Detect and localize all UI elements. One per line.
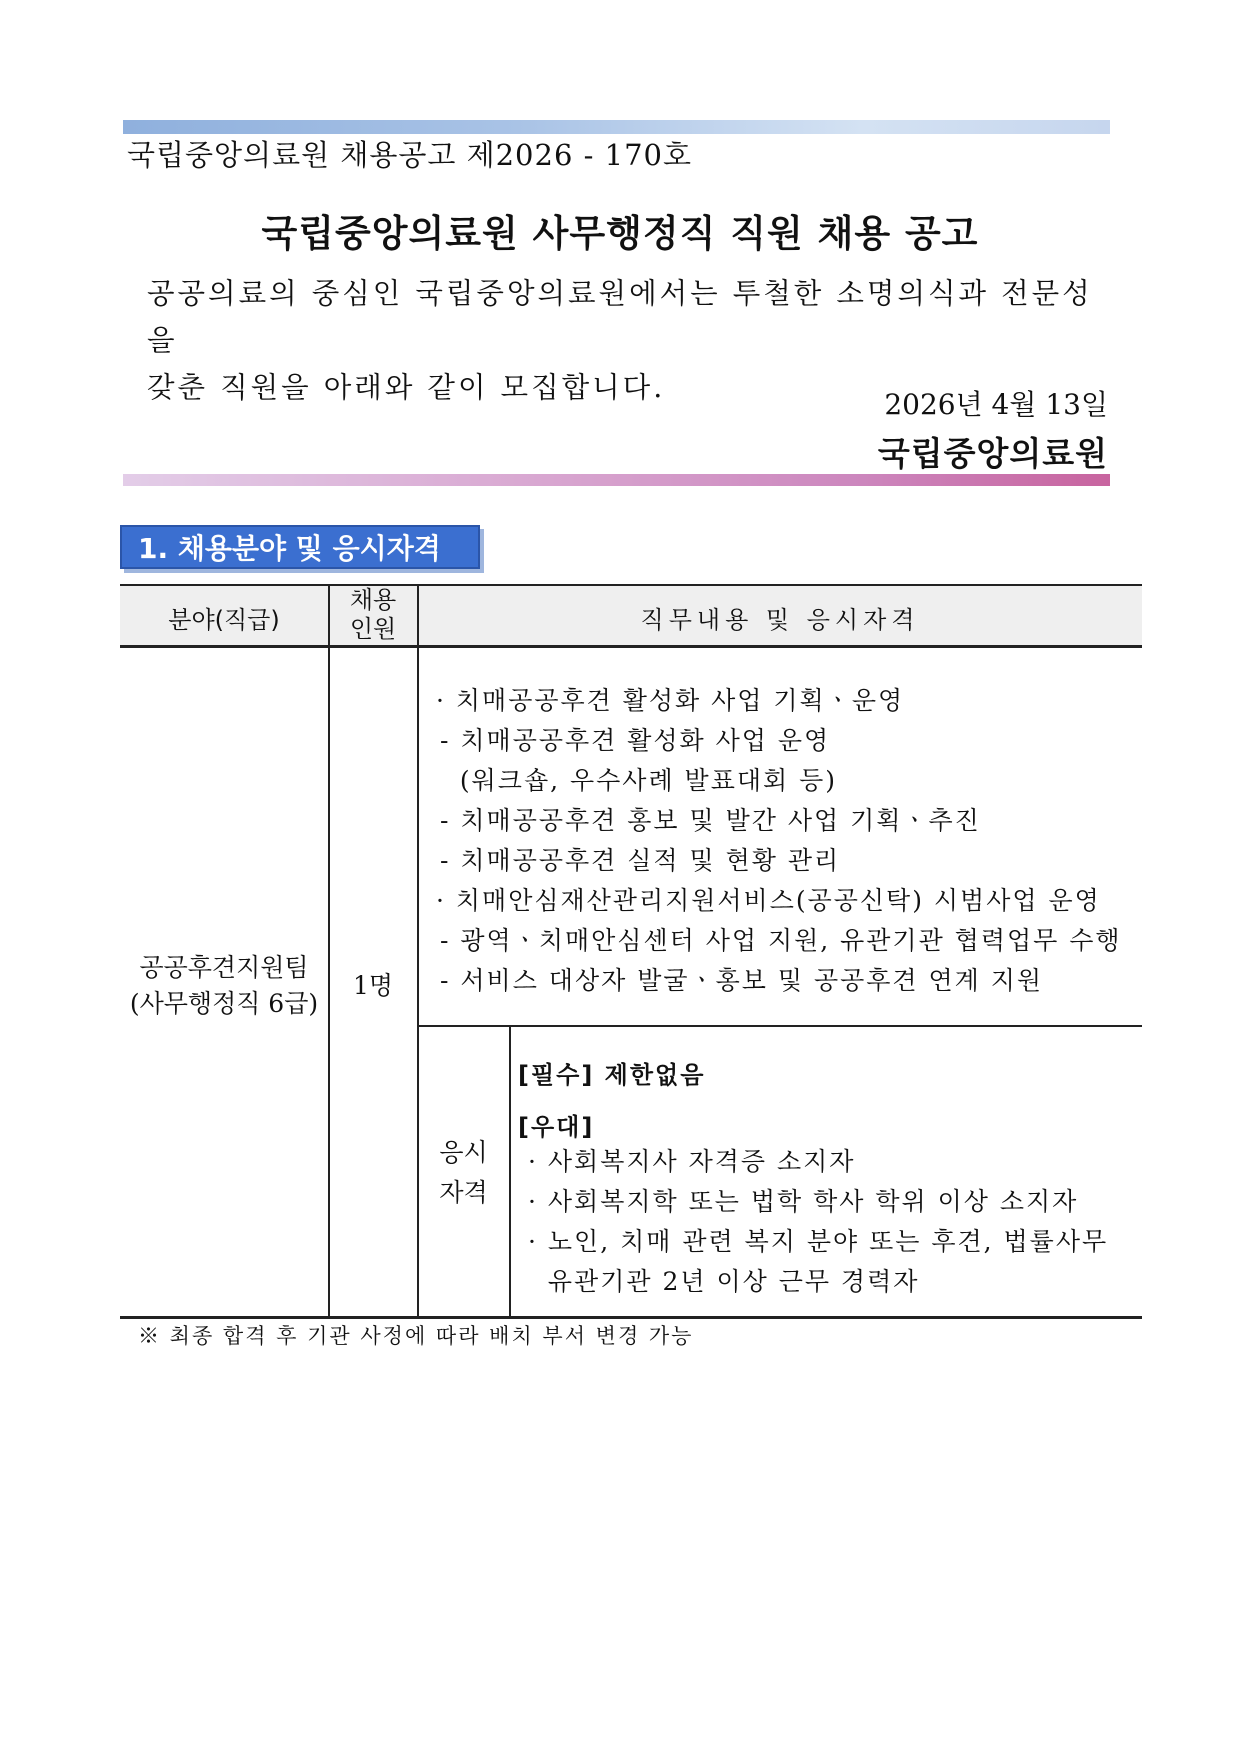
header-field: 분야(직급) bbox=[168, 606, 280, 634]
duty-item: - 서비스 대상자 발굴ㆍ홍보 및 공공후견 연계 지원 bbox=[440, 966, 1044, 995]
field-grade: (사무행정직 6급) bbox=[129, 989, 319, 1018]
table-header-border bbox=[120, 645, 1142, 648]
duty-item: · 치매공공후견 활성화 사업 기획ㆍ운영 bbox=[436, 686, 905, 715]
field-name: 공공후견지원팀 bbox=[139, 953, 309, 982]
intro-line: 갖춘 직원을 아래와 같이 모집합니다. bbox=[147, 371, 666, 404]
duty-item: - 치매공공후견 활성화 사업 운영 bbox=[440, 726, 831, 755]
header-headcount bbox=[329, 586, 417, 644]
header-headcount-line: 인원 bbox=[349, 615, 397, 643]
footnote: ※ 최종 합격 후 기관 사정에 따라 배치 부서 변경 가능 bbox=[138, 1324, 694, 1348]
duty-item: (워크숍, 우수사례 발표대회 등) bbox=[440, 766, 837, 795]
field-cell bbox=[120, 950, 328, 1022]
headcount-cell: 1명 bbox=[352, 971, 394, 1000]
duty-item: - 치매공공후견 실적 및 현황 관리 bbox=[440, 846, 841, 875]
header-headcount-line: 채용 bbox=[349, 586, 397, 614]
table-column-divider bbox=[328, 584, 330, 1316]
required-qualification: [필수] 제한없음 bbox=[518, 1061, 706, 1089]
duty-item: - 광역ㆍ치매안심센터 사업 지원, 유관기관 협력업무 수행 bbox=[440, 926, 1122, 955]
header-top-bar bbox=[123, 120, 1110, 134]
section-heading: 1. 채용분야 및 응시자격 bbox=[120, 525, 480, 569]
qualification-label-line: 응시 bbox=[439, 1138, 488, 1167]
preferred-item: 유관기관 2년 이상 근무 경력자 bbox=[528, 1267, 920, 1296]
table-bottom-border bbox=[120, 1316, 1142, 1319]
intro-line: 공공의료의 중심인 국립중앙의료원에서는 투철한 소명의식과 전문성을 bbox=[147, 277, 1093, 357]
table-column-divider bbox=[509, 1025, 511, 1316]
notice-number: 국립중앙의료원 채용공고 제2026 - 170호 bbox=[127, 138, 693, 172]
page-title: 국립중앙의료원 사무행정직 직원 채용 공고 bbox=[261, 212, 979, 255]
table-top-border bbox=[120, 584, 1142, 586]
preferred-item: · 노인, 치매 관련 복지 분야 또는 후견, 법률사무 bbox=[528, 1227, 1109, 1256]
preferred-heading: [우대] bbox=[518, 1113, 595, 1141]
header-bottom-bar bbox=[123, 474, 1110, 486]
duty-item: - 치매공공후견 홍보 및 발간 사업 기획ㆍ추진 bbox=[440, 806, 981, 835]
qualification-label-line: 자격 bbox=[439, 1178, 488, 1207]
organization-name: 국립중앙의료원 bbox=[877, 434, 1108, 473]
table-row-divider bbox=[418, 1025, 1142, 1027]
qualification-label bbox=[418, 1133, 509, 1213]
notice-date: 2026년 4월 13일 bbox=[884, 388, 1108, 421]
duty-item: · 치매안심재산관리지원서비스(공공신탁) 시범사업 운영 bbox=[436, 886, 1101, 915]
preferred-item: · 사회복지학 또는 법학 학사 학위 이상 소지자 bbox=[528, 1187, 1079, 1216]
header-duties: 직무내용 및 응시자격 bbox=[640, 606, 920, 634]
preferred-item: · 사회복지사 자격증 소지자 bbox=[528, 1147, 856, 1176]
